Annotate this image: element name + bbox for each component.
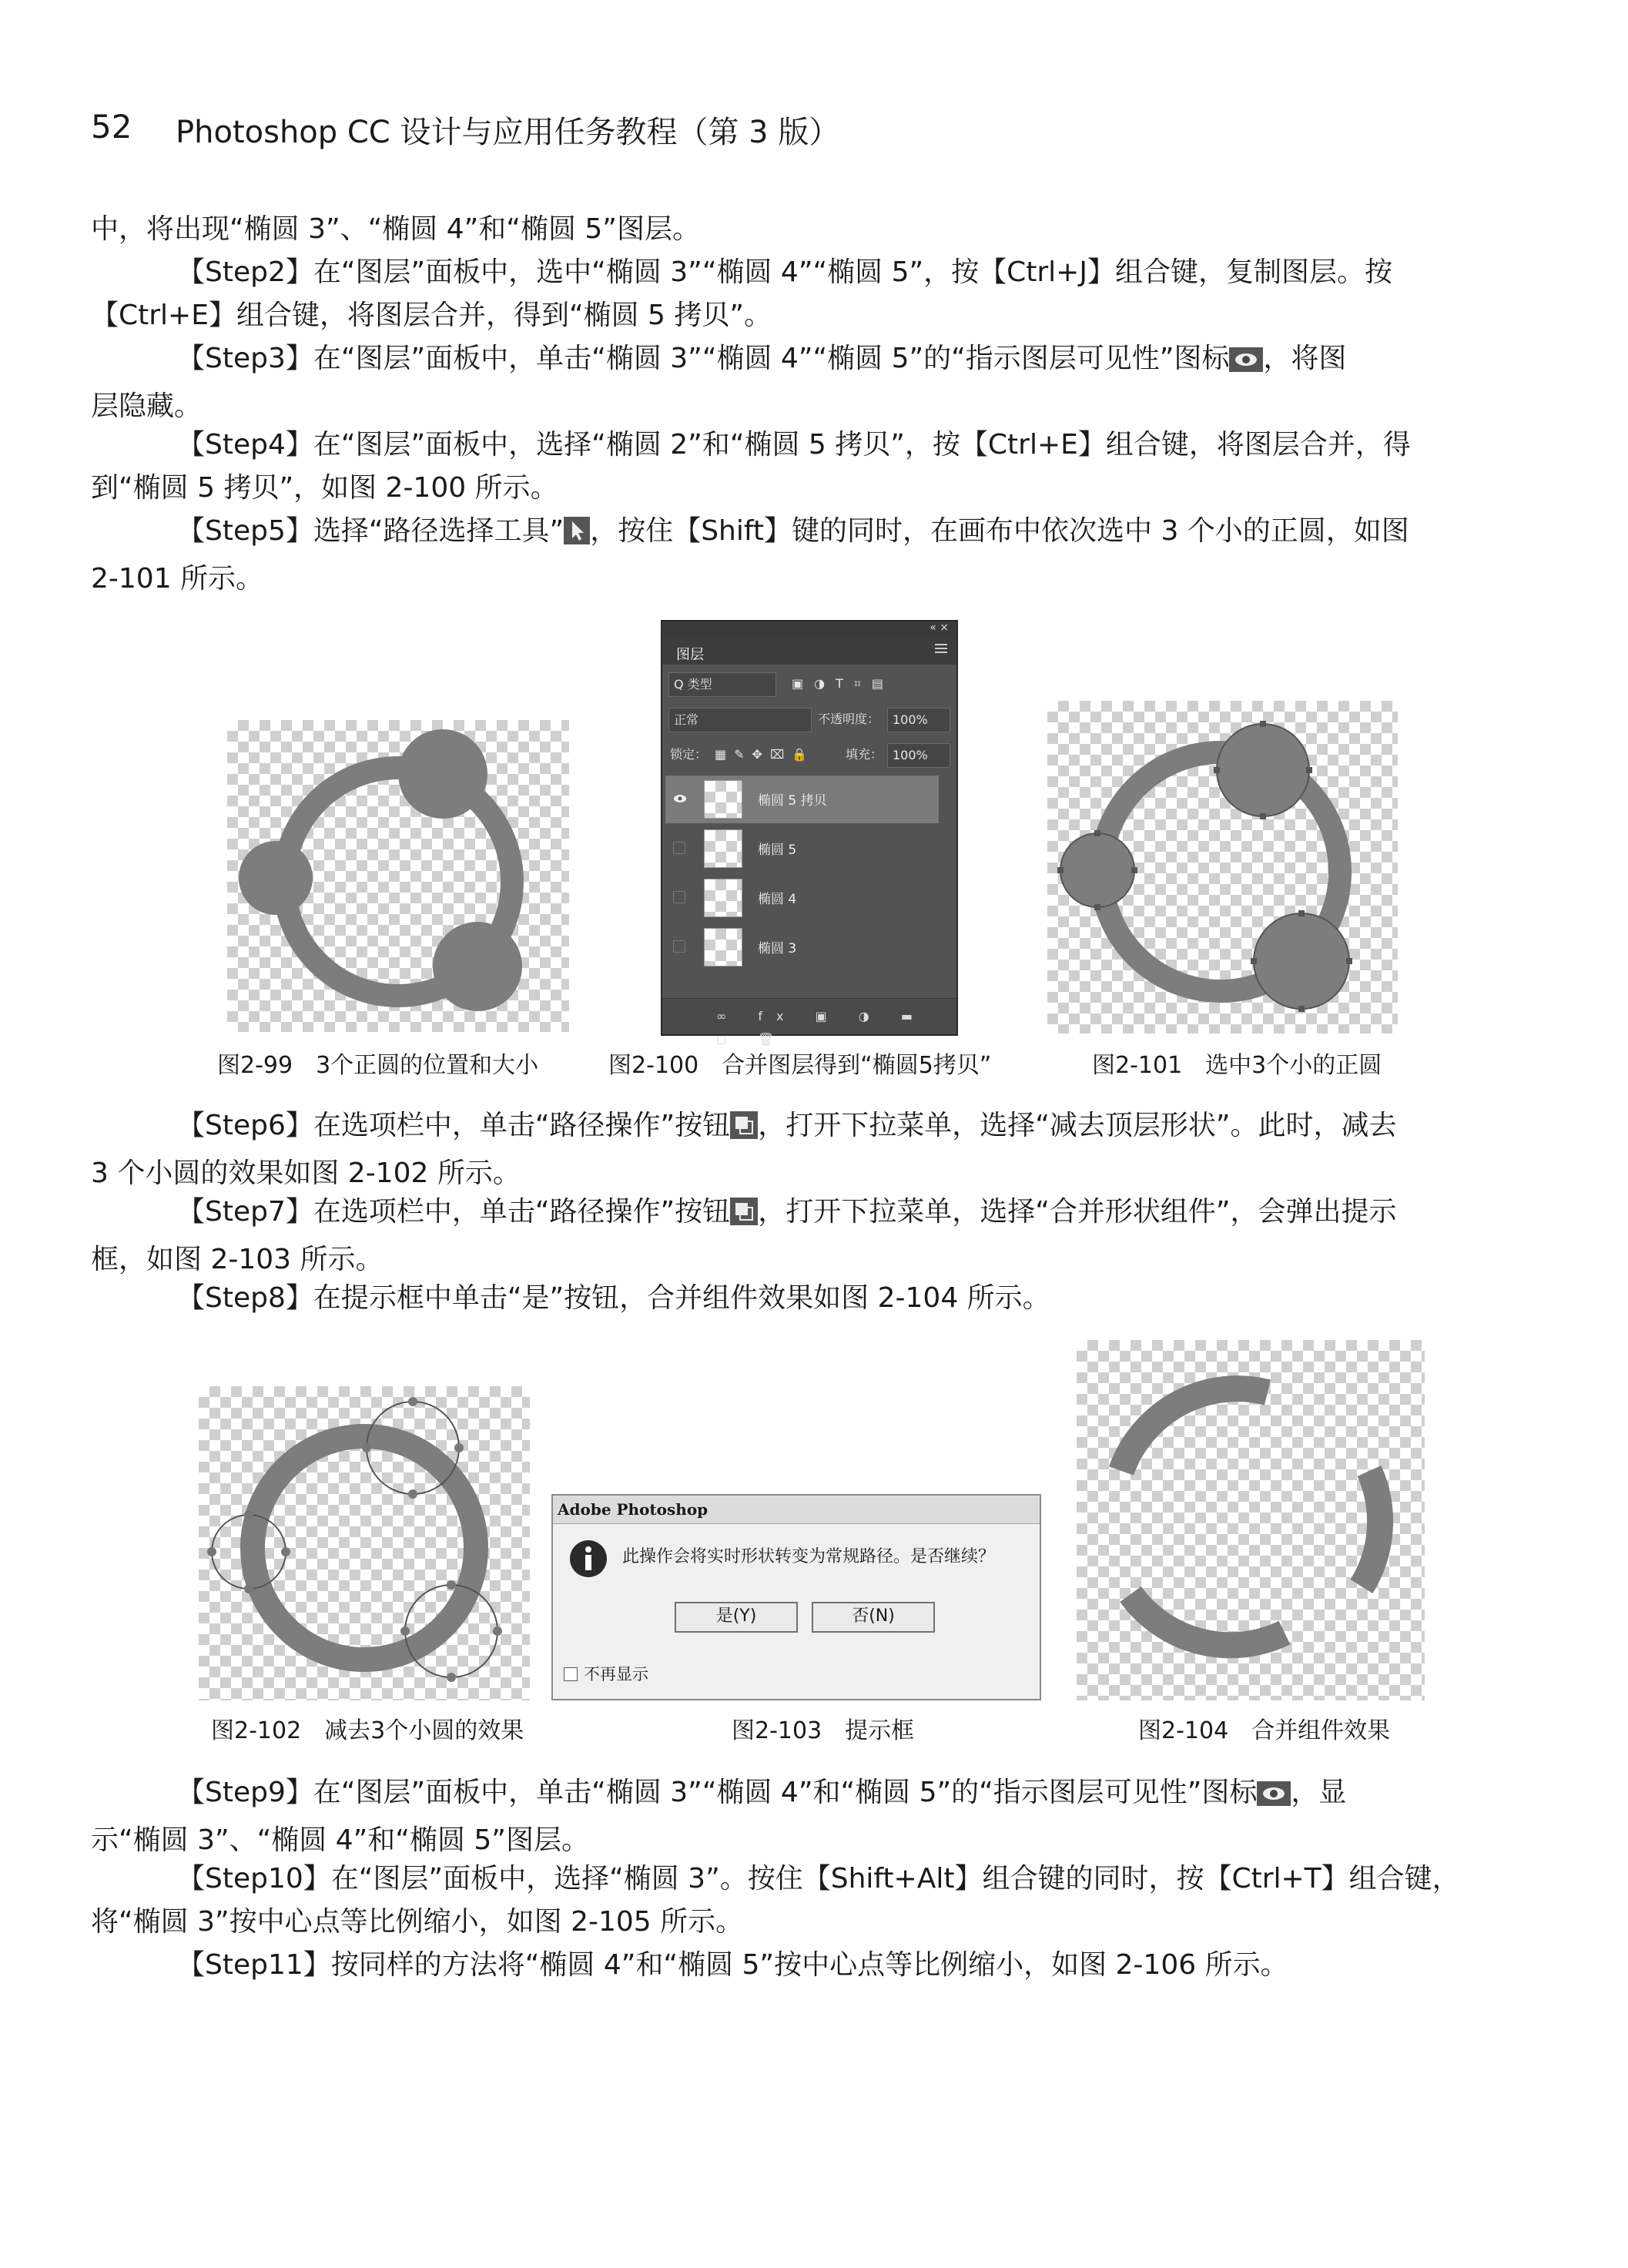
layer-row[interactable]: 椭圆 5 拷贝 (665, 776, 939, 823)
layer-row[interactable]: 椭圆 5 (665, 825, 939, 873)
confirm-dialog (551, 1494, 1041, 1700)
filter-icons[interactable]: ▣◑T⌗▤ (792, 676, 894, 691)
figure-2-102 (199, 1386, 530, 1700)
paragraph-step7: 【Step7】在选项栏中，单击“路径操作”按钮 ，打开下拉菜单，选择“合并形状组件”，会弹出提示 框，如图 2-103 所示。 (91, 1196, 1397, 1275)
layer-row[interactable]: 椭圆 4 (665, 874, 939, 922)
page-number: 52 (91, 108, 132, 146)
caption-fig-2-102: 图2-102 减去3个小圆的效果 (211, 1717, 524, 1744)
caption-fig-2-101: 图2-101 选中3个小的正圆 (1092, 1052, 1382, 1079)
caption-fig-2-100: 图2-100 合并图层得到“椭圆5拷贝” (608, 1052, 992, 1079)
layer-thumbnail (704, 928, 742, 966)
paragraph-step6: 【Step6】在选项栏中，单击“路径操作”按钮 ，打开下拉菜单，选择“减去顶层形状”。此时，减去 3 个小圆的效果如图 2-102 所示。 (91, 1110, 1397, 1189)
collapse-icon[interactable]: « × (930, 621, 949, 634)
info-icon (568, 1539, 608, 1579)
dialog-message: 此操作会将实时形状转变为常规路径。是否继续？ (622, 1547, 996, 1566)
paragraph-step4: 【Step4】在“图层”面板中，选择“椭圆 2”和“椭圆 5 拷贝”，按【Ctrl+E】组合键，将图层合并，得 到“椭圆 5 拷贝”，如图 2-100 所示。 (91, 429, 1411, 504)
checkbox-icon[interactable] (564, 1667, 578, 1681)
figure-2-99 (227, 720, 569, 1032)
paragraph-step10: 【Step10】在“图层”面板中，选择“椭圆 3”。按住【Shift+Alt】组合键的同时，按【Ctrl+T】组合键， 将“椭圆 3”按中心点等比例缩小，如图 2-105 所示。 (91, 1863, 1460, 1938)
paragraph-1: 中，将出现“椭圆 3”、“椭圆 4”和“椭圆 5”图层。 (91, 213, 700, 245)
filter-select[interactable]: Q 类型 (668, 672, 776, 697)
blend-mode-select[interactable]: 正常 (668, 708, 812, 732)
path-selection-tool-icon (564, 514, 590, 558)
visibility-toggle[interactable] (673, 842, 685, 854)
lock-label: 锁定： (670, 747, 708, 762)
paragraph-step5: 【Step5】选择“路径选择工具” ，按住【Shift】键的同时，在画布中依次选中 3 个小的正圆，如图 2-101 所示。 (91, 515, 1409, 595)
paragraph-step2: 【Step2】在“图层”面板中，选中“椭圆 3”“椭圆 4”“椭圆 5”，按【Ctrl+J】组合键，复制图层。按 【Ctrl+E】组合键，将图层合并，得到“椭圆 5 拷贝”。 (91, 256, 1392, 331)
fill-label: 填充： (846, 747, 883, 762)
layer-thumbnail (704, 829, 742, 868)
eye-icon (1229, 342, 1263, 385)
caption-fig-2-103: 图2-103 提示框 (732, 1717, 915, 1744)
visibility-toggle[interactable] (673, 891, 685, 903)
yes-button[interactable]: 是(Y) (675, 1602, 798, 1633)
dont-show-checkbox[interactable]: 不再显示 (564, 1662, 648, 1685)
opacity-input[interactable]: 100% (887, 708, 950, 732)
caption-fig-2-104: 图2-104 合并组件效果 (1138, 1717, 1391, 1744)
paragraph-step11: 【Step11】按同样的方法将“椭圆 4”和“椭圆 5”按中心点等比例缩小，如图 2-106 所示。 (177, 1949, 1288, 1981)
layer-row[interactable]: 椭圆 3 (665, 923, 939, 971)
caption-fig-2-99: 图2-99 3个正圆的位置和大小 (217, 1052, 539, 1079)
no-button[interactable]: 否(N) (812, 1602, 935, 1633)
layer-thumbnail (704, 879, 742, 917)
paragraph-step8: 【Step8】在提示框中单击“是”按钮，合并组件效果如图 2-104 所示。 (177, 1282, 1050, 1314)
panel-menu-icon[interactable] (935, 648, 947, 649)
layers-panel (661, 620, 958, 1047)
eye-icon (1257, 1776, 1291, 1819)
figure-2-104 (1077, 1340, 1425, 1700)
layer-thumbnail (704, 780, 742, 819)
path-operations-icon (730, 1109, 758, 1152)
book-title: Photoshop CC 设计与应用任务教程（第 3 版） (176, 115, 840, 150)
visibility-toggle[interactable] (673, 940, 685, 953)
dialog-title: Adobe Photoshop (553, 1496, 1040, 1524)
fill-input[interactable]: 100% (887, 743, 950, 768)
panel-action-icons[interactable]: ∞ fx ▣ ◑ ▬ ◻ 🗑 (716, 1009, 926, 1047)
paragraph-step9: 【Step9】在“图层”面板中，单击“椭圆 3”“椭圆 4”和“椭圆 5”的“指示图层可见性”图标 ，显 示“椭圆 3”、“椭圆 4”和“椭圆 5”图层。 (91, 1777, 1347, 1856)
lock-icons[interactable]: ▦✎✥⌧🔒 (715, 747, 816, 762)
path-operations-icon (730, 1195, 758, 1238)
eye-icon[interactable] (673, 792, 687, 806)
figure-2-101 (1047, 701, 1398, 1033)
tab-layers[interactable]: 图层 (662, 637, 956, 665)
layers-panel-footer (662, 998, 956, 1047)
opacity-label: 不透明度： (818, 712, 880, 726)
paragraph-step3: 【Step3】在“图层”面板中，单击“椭圆 3”“椭圆 4”“椭圆 5”的“指示图层可见性”图标 ，将图 层隐藏。 (91, 343, 1347, 422)
